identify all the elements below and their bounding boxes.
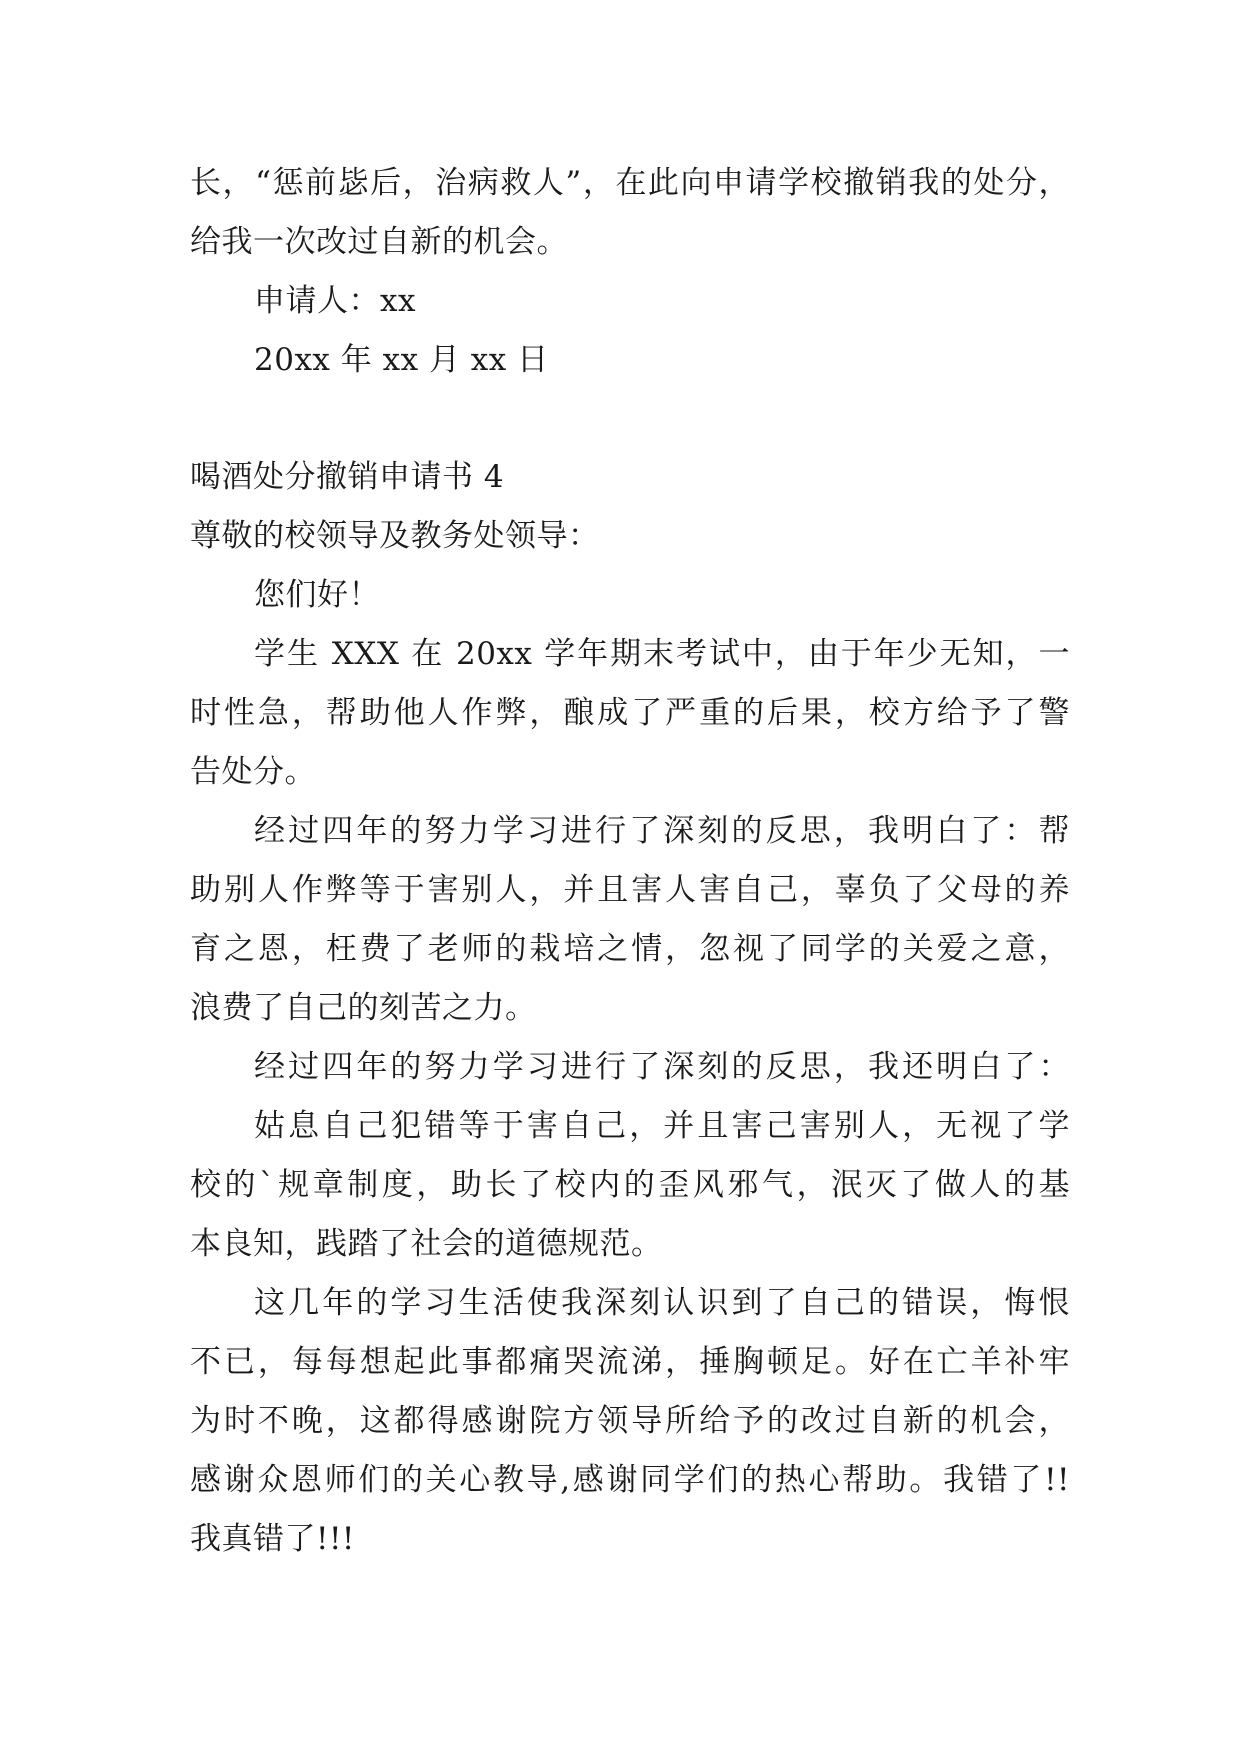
section-title: 喝酒处分撤销申请书 4 — [190, 459, 505, 495]
paragraph-line: 告处分。 — [190, 754, 316, 790]
paragraph-line: 校的`规章制度，助长了校内的歪风邪气，泯灭了做人的基 — [190, 1167, 1070, 1203]
paragraph-line: 助别人作弊等于害别人，并且害人害自己，辜负了父母的养 — [190, 872, 1070, 908]
paragraph-line: 不已，每每想起此事都痛哭流涕，捶胸顿足。好在亡羊补牢 — [190, 1344, 1070, 1380]
paragraph-line: 这几年的学习生活使我深刻认识到了自己的错误，悔恨 — [254, 1285, 1070, 1321]
paragraph-line: 本良知，践踏了社会的道德规范。 — [190, 1226, 663, 1262]
document-body — [190, 154, 1070, 1569]
paragraph-line: 浪费了自己的刻苦之力。 — [190, 990, 537, 1026]
paragraph-line: 感谢众恩师们的关心教导,感谢同学们的热心帮助。我错了!! — [190, 1462, 1070, 1498]
paragraph-line: 我真错了!!! — [190, 1521, 355, 1557]
section-spacer — [190, 390, 1070, 448]
paragraph-line: 学生 XXX 在 20xx 学年期末考试中，由于年少无知，一 — [254, 636, 1070, 672]
signature-date: 20xx 年 xx 月 xx 日 — [254, 342, 549, 378]
paragraph-line: 姑息自己犯错等于害自己，并且害己害别人，无视了学 — [254, 1108, 1070, 1144]
continuation-line: 给我一次改过自新的机会。 — [190, 224, 568, 260]
paragraph-line: 经过四年的努力学习进行了深刻的反思，我明白了：帮 — [254, 813, 1070, 849]
paragraph-line: 经过四年的努力学习进行了深刻的反思，我还明白了： — [254, 1049, 1070, 1085]
paragraph-line: 为时不晚，这都得感谢院方领导所给予的改过自新的机会， — [190, 1403, 1070, 1439]
applicant-signature: 申请人：xx — [254, 283, 416, 319]
paragraph-line: 时性急，帮助他人作弊，酿成了严重的后果，校方给予了警 — [190, 695, 1070, 731]
salutation: 尊敬的校领导及教务处领导： — [190, 518, 600, 554]
continuation-line: 长，“惩前毖后，治病救人”，在此向申请学校撤销我的处分， — [190, 165, 1070, 201]
greeting: 您们好！ — [254, 577, 380, 613]
paragraph-line: 育之恩，枉费了老师的栽培之情，忽视了同学的关爱之意， — [190, 931, 1070, 967]
